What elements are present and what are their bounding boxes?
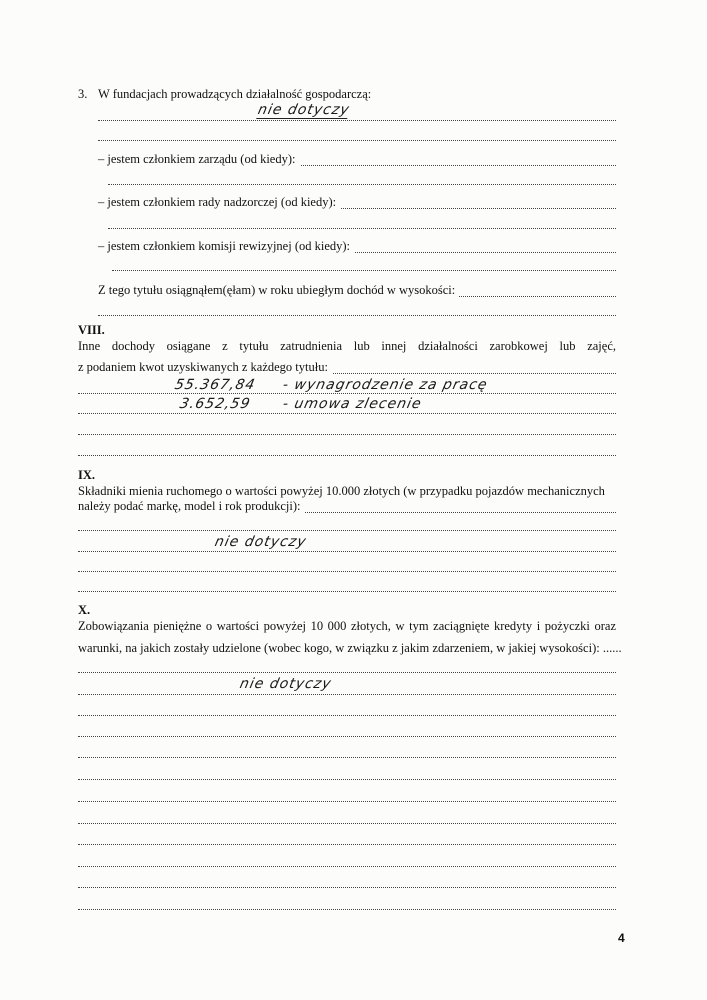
answer-line [78,909,616,910]
section-9-text: Składniki mienia ruchomego o wartości powyżej 10.000 złotych (w przypadku pojazdów mechanicznych [78,484,605,498]
answer-line [78,455,616,456]
item3-number: 3. [78,87,88,101]
answer-line [78,434,616,435]
supervisory-board-label: – jestem członkiem rady nadzorczej (od kiedy): [98,195,340,210]
answer-line [98,140,616,141]
handwritten-not-applicable: nie dotyczy [238,676,334,692]
answer-line [78,801,616,802]
section-8-text: z podaniem kwot uzyskiwanych z każdego tytułu: [78,360,332,375]
answer-line [78,694,616,695]
section-8-text: Inne dochody osiągane z tytułu zatrudnienia lub innej działalności zarobkowej lub zajęć, [78,339,616,353]
handwritten-amount: 55.367,84 [173,377,257,393]
answer-line [78,844,616,845]
answer-line [112,270,616,271]
answer-line [78,823,616,824]
answer-line [78,413,616,414]
answer-line [78,736,616,737]
answer-line [78,715,616,716]
section-10-heading: X. [78,603,91,617]
page-number: 4 [618,931,625,945]
answer-line [78,551,616,552]
answer-line [98,120,616,121]
handwritten-not-applicable: nie dotyczy [213,534,309,550]
answer-line [78,779,616,780]
answer-line [78,887,616,888]
handwritten-description: - umowa zlecenie [281,396,424,412]
answer-line [78,571,616,572]
handwritten-description: - wynagrodzenie za pracę [281,377,490,393]
answer-line [108,228,616,229]
section-9-text: należy podać markę, model i rok produkcji): [78,499,305,514]
income-label: Z tego tytułu osiągnąłem(ęłam) w roku ubiegłym dochód w wysokości: [98,283,459,298]
answer-line [78,672,616,673]
audit-committee-label: – jestem członkiem komisji rewizyjnej (od kiedy): [98,239,354,254]
answer-line [78,393,616,394]
section-8-heading: VIII. [78,323,105,337]
answer-line [78,591,616,592]
item3-title: W fundacjach prowadzących działalność gospodarczą: [98,87,372,101]
answer-line [98,315,616,316]
section-10-text: warunki, na jakich zostały udzielone (wobec kogo, w związku z jakim zdarzeniem, w jakiej wysokości): ...... [78,641,622,655]
answer-line [78,530,616,531]
handwritten-not-applicable: nie dotyczy [256,102,352,118]
section-9-heading: IX. [78,468,96,482]
answer-line [108,184,616,185]
handwritten-amount: 3.652,59 [178,396,253,412]
answer-line [78,866,616,867]
section-10-text: Zobowiązania pieniężne o wartości powyżej 10 000 złotych, w tym zaciągnięte kredyty i pożyczki oraz [78,619,616,633]
board-member-label: – jestem członkiem zarządu (od kiedy): [98,152,300,167]
answer-line [78,757,616,758]
